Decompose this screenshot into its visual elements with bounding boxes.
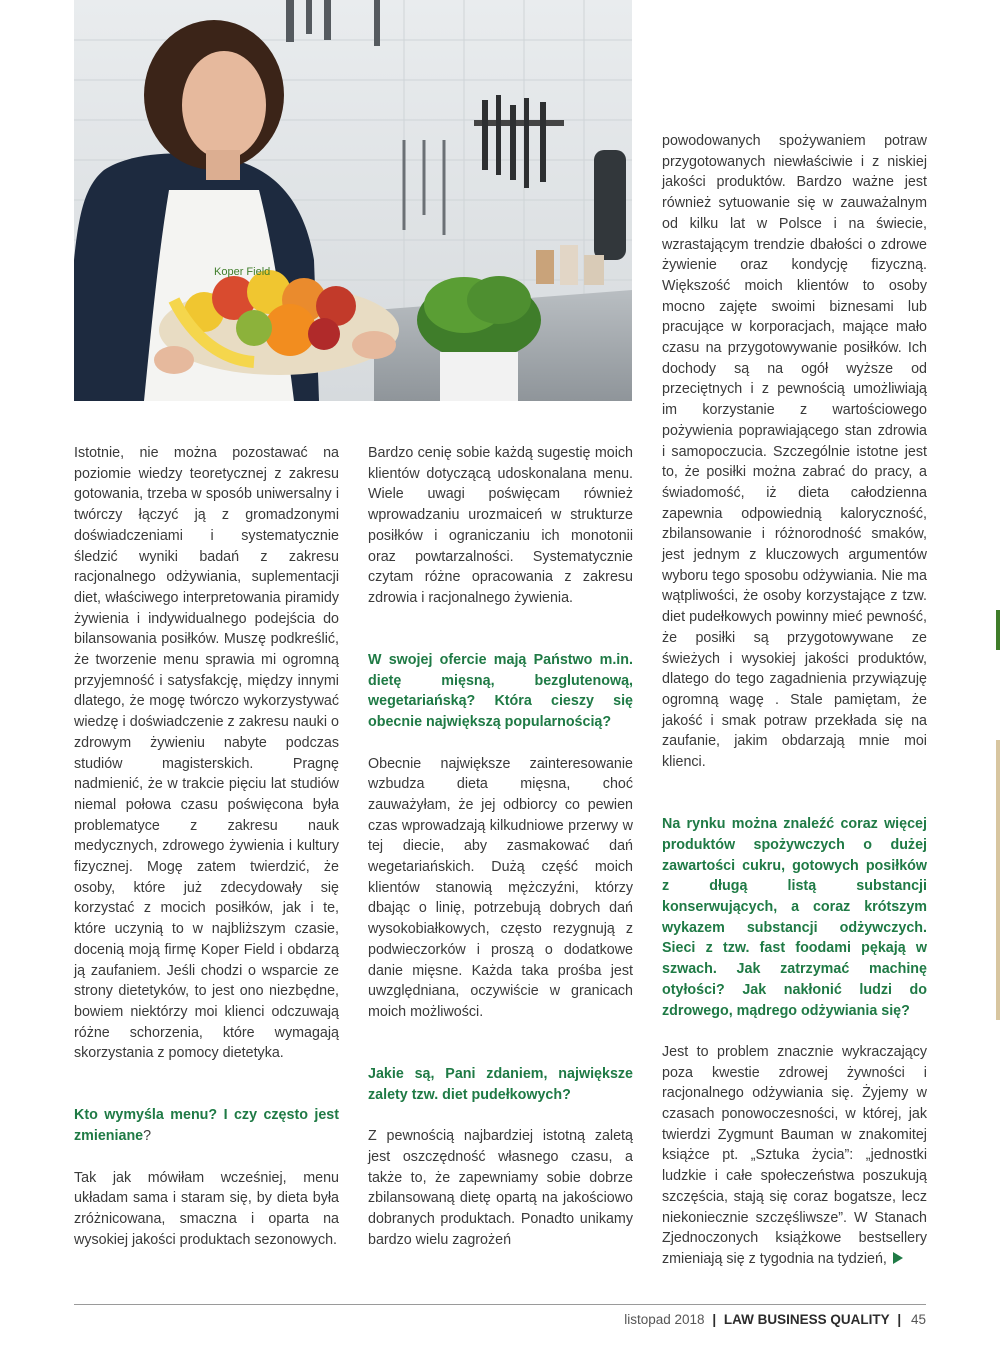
apron-logo: Koper Field <box>214 266 271 278</box>
column-3 <box>662 131 927 1270</box>
question-heading: Kto wymyśla menu? I czy często jest zmieniane? <box>74 1107 339 1145</box>
question-heading: Jakie są, Pani zdaniem, największe zalety tzw. diet pudełkowych? <box>368 1066 633 1103</box>
page-edge-decoration <box>996 610 1000 650</box>
paragraph: Istotnie, nie można pozostawać na poziomie wiedzy teoretycznej z zakresu gotowania, trzeba w sposób uniwersalny i twórczy łączyć ją z gromadzonymi doświadczeniami i systematycznie śledzić wyniki badań z zakresu racjonalnego odżywiania, suplementacji diet, właściwego interpretowania piramidy żywienia i indywidualnego podejścia do bilansowania posiłków. Muszę podkreślić, że tworzenie menu sprawia mi ogromną przyjemność i satysfakcję, między innymi dlatego, że mogę twórczo wykorzystywać wiedzę i doświadczenie z zakresu nauki o zdrowym żywieniu nabyte podczas studiów magisterskich. Pragnę nadmienić, że w trakcie pięciu lat studiów niemal połowa czasu poświęcona była problematyce z zakresu nauk medycznych, zdrowego żywienia i kultury fizycznej. Mogę zatem twierdzić, że osoby, które już zdecydowały się korzystać z mocich posiłków, jak i te, które uczynią to w najbliższym czasie, docenią moją firmę Koper Field i obdarzą ją zaufaniem. Jeśli chodzi o wsparcie ze strony dietetyków, to jest ono niezbędne, bowiem niektórzy moi klienci odczuwają różne schorzenia, które wymagają skorzystania z pomocy dietetyka. <box>74 445 339 1062</box>
continue-arrow-icon <box>893 1252 903 1264</box>
page-number: 45 <box>910 1312 926 1327</box>
publication-name: LAW BUSINESS QUALITY <box>723 1312 890 1327</box>
question-heading: Na rynku można znaleźć coraz więcej produktów spożywczych o dużej zawartości cukru, gotowych posiłków z długą listą substancji konserwujących, a coraz krótszym wykazem substancji odżywczych. Sieci z tzw. fast foodami pękają w szwach. Jak zatrzymać machinę otyłości? Jak nakłonić ludzi do zdrowego, mądrego odżywiania się? <box>662 816 927 1019</box>
column-1 <box>74 443 339 1271</box>
paragraph: Tak jak mówiłam wcześniej, menu układam sama i staram się, by dieta była zróżnicowana, smaczna i oparta na wysokiej jakości produktach sezonowych. <box>74 1169 339 1248</box>
paragraph: Bardzo cenię sobie każdą sugestię moich klientów dotyczącą udoskonalana menu. Wiele uwagi poświęcam również wprowadzaniu urozmaiceń w strukturze posiłków i ograniczaniu ich monotonii oraz powtarzalności. Systematycznie czytam różne opracowania z zakresu zdrowia i racjonalnego żywienia. <box>368 445 633 606</box>
question-heading: W swojej ofercie mają Państwo m.in. dietę mięsną, bezglutenową, wegetariańską? Która cieszy się obecnie największą popularnością? <box>368 652 633 731</box>
separator: | <box>897 1312 902 1327</box>
footer <box>624 1312 926 1327</box>
paragraph: Jest to problem znacznie wykraczający poza kwestie zdrowej żywności i racjonalnego odżywiania się. Żyjemy w czasach ponowoczesności, w której, jak twierdzi Zygmunt Bauman w znakomitej książce pt. „Sztuka życia”: „jednostki ludzkie i całe społeczeństwa poszukują szczęścia, stają się coraz bogatsze, lecz niekoniecznie szczęśliwsze”. W Stanach Zjednoczonych książkowe bestsellery zmieniają się z tygodnia na tydzień, <box>662 1043 927 1267</box>
paragraph: Obecnie największe zainteresowanie wzbudza dieta mięsna, choć zauważyłam, że jej odbiorcy co pewien czas wprowadzają kilkudniowe przerwy w tej diecie, aby zasmakować dań wegetariańskich. Dużą część moich klientów stanowią mężczyźni, którzy dbając o linię, potrzebują dobrych dań wysokobiałkowych, często rezygnują z podwieczorków i proszą o dodatkowe danie mięsne. Każda taka prośba jest uwzględniana, oczywiście w granicach moich możliwości. <box>368 755 633 1020</box>
issue-date: listopad 2018 <box>624 1312 705 1327</box>
separator: | <box>712 1312 717 1327</box>
footer-rule <box>74 1304 926 1305</box>
paragraph: Z pewnością najbardziej istotną zaletą jest oszczędność własnego czasu, a także to, że zapewniamy sobie dobrze zbilansowaną dietę opartą na jakościowo dobranych produktach. Ponadto unikamy bardzo wielu zagrożeń <box>368 1128 633 1248</box>
column-2 <box>368 443 633 1271</box>
paragraph: powodowanych spożywaniem potraw przygotowanych niewłaściwie i z niskiej jakości produktów. Bardzo ważne jest również sytuowanie się w zauważalnym od kilku lat w Polsce i na świecie, wzrastającym trendzie dbałości o zdrowe żywienie oraz kondycję fizyczną. Większość moich klientów to osoby mocno zajęte swoimi biznesami lub pracujące w korporacjach, mające mało czasu na przygotowywanie posiłków. Ich dochody są na ogół wyższe od przeciętnych i z pewnością umożliwiają im korzystanie z wartościowego pożywienia poprawiającego stan zdrowia i samopoczucia. Szczególnie istotne jest to, że posiłki można zabrać do pracy, a świadomość, iż dieta całodzienna zapewnia odpowiednią kaloryczność, zbilansowanie i różnorodność smaków, jest jednym z kluczowych argumentów wyboru tego sposobu odżywiania. Nie ma wątpliwości, że osoby korzystające z tzw. diet pudełkowych powinny mieć pewność, że posiłki są przygotowywane ze świeżych i wysokiej jakości produktów, dlatego do tego zagadnienia przywiązuję ogromną wagę . Stale pamiętam, że jakość i smak potraw przekłada się na zaufanie, jakim obdarzają mnie moi klienci. <box>662 133 927 771</box>
page-edge-decoration <box>996 740 1000 1020</box>
article-photo <box>74 0 632 401</box>
